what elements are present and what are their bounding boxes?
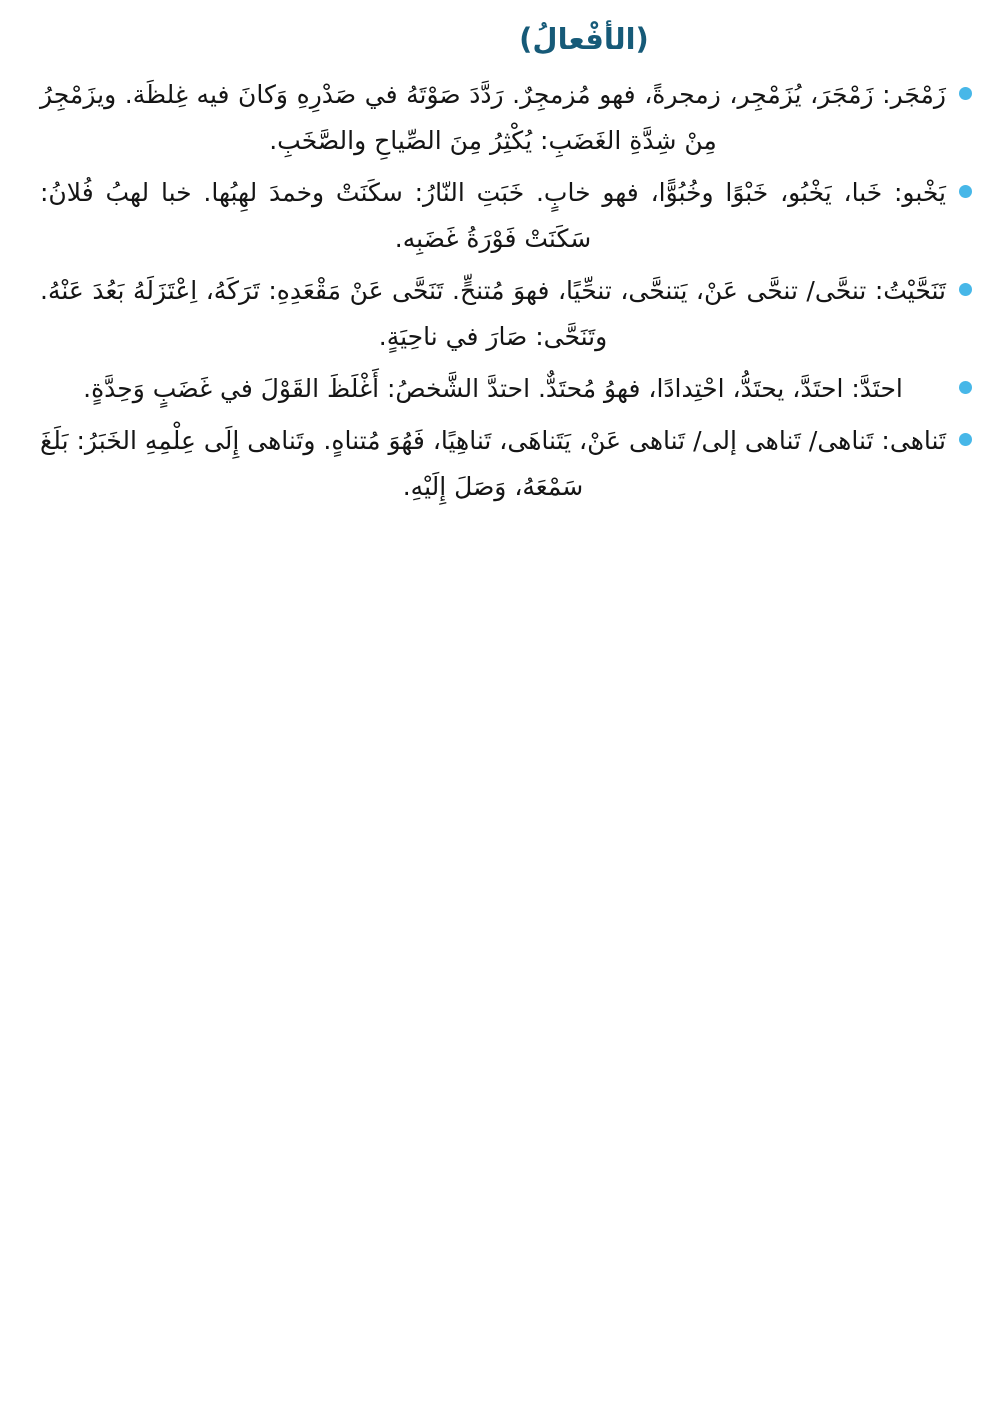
bullet-icon [959, 283, 972, 296]
page-title: (الأفْعالُ) [519, 22, 649, 56]
entry-text: زَمْجَر: زَمْجَرَ، يُزَمْجِر، زمجرةً، فهو مُزمجِرٌ. رَدَّدَ صَوْتَهُ في صَدْرِهِ وَكانَ فيه غِلظَة. ويزَمْجِرُ مِنْ شِدَّةِ الغَضَبِ: يُكْثِرُ مِنَ الصِّياحِ والصَّخَبِ. [40, 80, 946, 155]
verb-entries-list [40, 72, 972, 510]
entry-text: يَخْبو: خَبا، يَخْبُو، خَبْوًا وخُبُوًّا، فهو خابٍ. خَبَتِ النّارُ: سكَنَتْ وخمدَ لهِبُها. خبا لهبُ فُلانُ: سَكَنَتْ فَوْرَةُ غَضَبِه. [40, 178, 946, 253]
list-item [40, 268, 972, 360]
bullet-icon [959, 433, 972, 446]
list-item [40, 366, 972, 412]
entry-text: تَنَحَّيْتُ: تنحَّى/ تنحَّى عَنْ، يَتنحَّى، تنحِّيًا، فهوَ مُتنحٍّ. تَنَحَّى عَنْ مَقْعَدِهِ: تَرَكَهُ، اِعْتَزَلَهُ بَعُدَ عَنْهُ. وتَنَحَّى: صَارَ في ناحِيَةٍ. [40, 276, 946, 351]
list-item [40, 170, 972, 262]
list-item [40, 418, 972, 510]
list-item [40, 72, 972, 164]
entry-text: احتَدَّ: احتَدَّ، يحتَدُّ، احْتِدادًا، فهوُ مُحتَدٌّ. احتدَّ الشَّخصُ: أَغْلَظَ القَوْلَ في غَضَبٍ وَحِدَّةٍ. [83, 374, 903, 403]
bullet-icon [959, 381, 972, 394]
bullet-icon [959, 185, 972, 198]
bullet-icon [959, 87, 972, 100]
entry-text: تَناهى: تَناهى/ تَناهى إلى/ تَناهى عَنْ، يَتَناهَى، تَناهِيًا، فَهُوَ مُتناهٍ. وتَناهى إِلَى عِلْمِهِ الخَبَرُ: بَلَغَ سَمْعَهُ، وَصَلَ إِلَيْهِ. [40, 426, 946, 501]
